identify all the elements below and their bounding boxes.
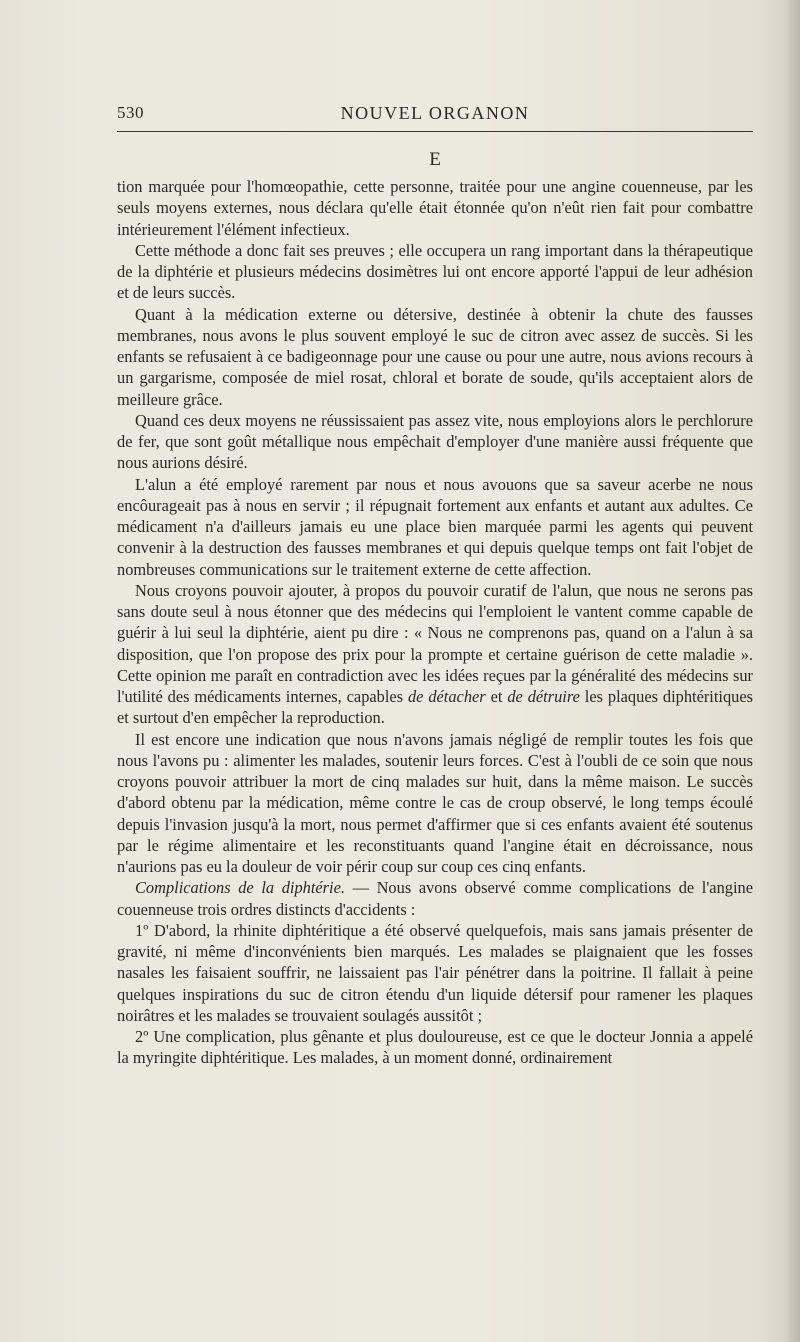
text-run: Cette méthode a donc fait ses preuves ; elle occupera un rang important dans la thérapeutique de la diphtérie et plusieurs médecins dosimètres lui ont encore apporté l'appui de leur adhésion et de leurs succès.	[117, 240, 753, 303]
paragraph	[117, 920, 753, 1026]
text-run: 2º Une complication, plus gênante et plus douloureuse, est ce que le docteur Jonnia a appelé la myringite diphtéritique. Les malades, à un moment donné, ordinairement	[117, 1027, 753, 1068]
running-head	[117, 103, 753, 127]
italic-text: Complications de la diphtérie.	[135, 878, 345, 898]
text-run: Quant à la médication externe ou détersive, destinée à obtenir la chute des fausses membranes, nous avons le plus souvent employé le suc de citron avec assez de succès. Si les enfants se refusaient à ce badigeonnage pour une cause ou pour une autre, nous avions recours à un gargarisme, composée de miel rosat, chloral et borate de soude, qu'ils acceptaient alors de meilleure grâce.	[117, 304, 753, 409]
text-run: les plaques diphtéritiques et surtout d'en empêcher la reproduction.	[117, 687, 754, 728]
italic-text: de détacher	[407, 687, 486, 706]
text-run: Nous croyons pouvoir ajouter, à propos du pouvoir curatif de l'alun, que nous ne serons pas sans doute seul à nous étonner que des médecins qui l'emploient le vantent comme capable de guérir à lui seul la diphtérie, aient pu dire : « Nous ne comprenons pas, quand on a l'alun à sa disposition, que l'on propose des prix pour la prompte et certaine guérison de cette maladie ». Cette opinion me paraît en contradiction avec les idées reçues par la généralité des médecins sur l'utilité des médicaments internes, capables	[117, 580, 753, 706]
text-run: — Nous avons observé comme complications de l'angine couenneuse trois ordres distincts d'accidents :	[117, 878, 753, 919]
paragraph	[117, 1026, 753, 1069]
paragraph	[117, 176, 753, 240]
paragraph	[117, 410, 753, 474]
text-run: 1º D'abord, la rhinite diphtéritique a été observé quelquefois, mais sans jamais présenter de gravité, ni même d'inconvénients bien marqués. Les malades se plaignaient que les fosses nasales les faisaient souffrir, ne laissaient pas l'air pénétrer dans la poitrine. Il fallait à peine quelques inspirations du suc de citron étendu d'un liquide détersif pour ramener les plaques noirâtres et les malades se trouvaient soulagés aussitôt ;	[117, 920, 753, 1025]
paragraph	[117, 304, 753, 410]
running-title: NOUVEL ORGANON	[340, 103, 530, 123]
paragraph	[117, 729, 753, 878]
header-rule	[117, 131, 753, 132]
paragraph	[117, 580, 753, 729]
paragraph	[117, 240, 753, 304]
page-number: 530	[117, 103, 144, 122]
page-edge-shadow	[786, 0, 800, 1342]
body-text	[117, 176, 753, 1069]
section-letter: E	[429, 149, 441, 170]
text-run: tion marquée pour l'homœopathie, cette personne, traitée pour une angine couenneuse, par les seuls moyens externes, nous déclara qu'elle était étonnée qu'on n'eût rien fait pour combattre intérieurement l'élément infectieux.	[117, 177, 753, 239]
text-run: et	[485, 687, 508, 706]
text-run: Quand ces deux moyens ne réussissaient pas assez vite, nous employions alors le perchlorure de fer, que sont goût métallique nous empêchait d'employer d'une manière aussi fréquente que nous aurions désiré.	[117, 410, 753, 473]
italic-text: de détruire	[507, 687, 580, 706]
paragraph	[117, 877, 753, 920]
paragraph	[117, 474, 753, 580]
text-run: L'alun a été employé rarement par nous et nous avouons que sa saveur acerbe ne nous encôurageait pas à nous en servir ; il répugnait fortement aux enfants et autant aux adultes. Ce médicament n'a d'ailleurs jamais eu une place bien marquée parmi les agents qui peuvent convenir à la destruction des fausses membranes et qui depuis quelque temps ont fait l'objet de nombreuses communications sur le traitement externe de cette affection.	[117, 474, 753, 579]
text-run: Il est encore une indication que nous n'avons jamais négligé de remplir toutes les fois que nous l'avons pu : alimenter les malades, soutenir leurs forces. C'est à l'oubli de ce soin que nous croyons pouvoir attribuer la mort de cinq malades sur huit, dans la même maison. Le succès d'abord obtenu par la médication, même contre le cas de croup observé, le long temps écoulé depuis l'invasion jusqu'à la mort, nous permet d'affirmer que si ces enfants avaient été soutenus par le régime alimentaire et les reconstituants quand l'angine était en décroissance, nous n'aurions pas eu la douleur de voir périr coup sur coup ces cinq enfants.	[117, 729, 753, 876]
